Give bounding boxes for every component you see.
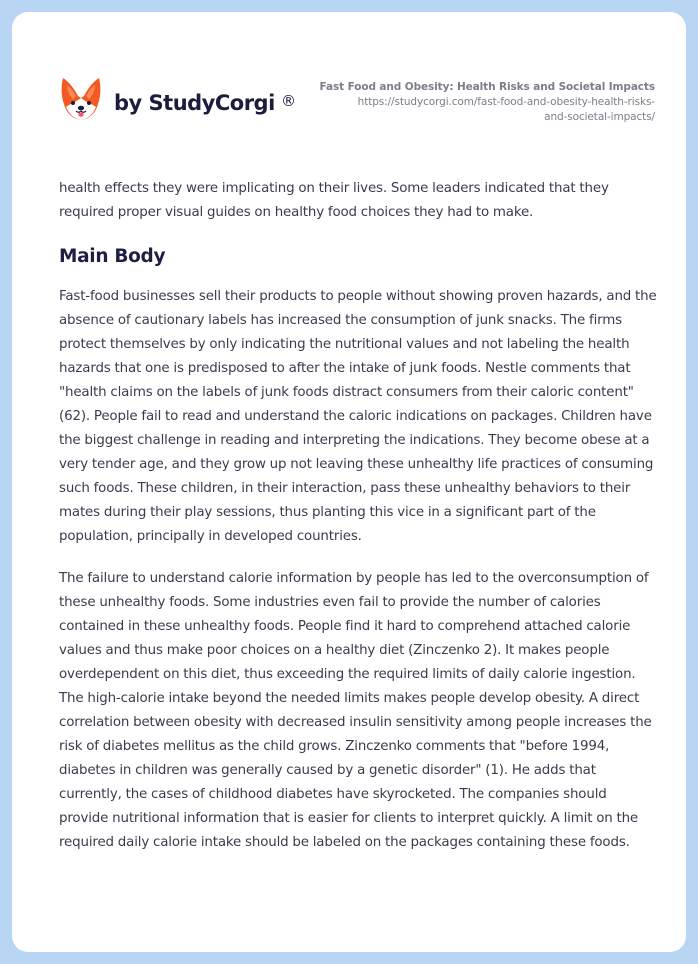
logo-text: by StudyCorgi (114, 91, 275, 115)
document-url-line-1[interactable]: https://studycorgi.com/fast-food-and-obesity-health-risks- (357, 96, 655, 108)
intro-paragraph: health effects they were implicating on their lives. Some leaders indicated that they required proper visual guides on healthy food choices they had to make. (59, 181, 609, 220)
section-heading: Main Body (59, 246, 166, 267)
document-header (12, 12, 686, 152)
document-url-line-2[interactable]: and-societal-impacts/ (544, 111, 655, 123)
document-title: Fast Food and Obesity: Health Risks and Societal Impacts (319, 81, 655, 93)
corgi-logo-icon (60, 76, 102, 122)
document-card (12, 12, 686, 952)
studycorgi-logo[interactable] (60, 76, 296, 122)
registered-mark: ® (281, 92, 296, 110)
document-body (59, 177, 659, 873)
document-meta (295, 80, 655, 125)
body-paragraph-1: Fast-food businesses sell their products to people without showing proven hazards, and the absence of cautionary labels has increased the consumption of junk snacks. The firms protect themselves by only indicating the nutritional values and not labeling the health hazards that one is predisposed to after the intake of junk foods. Nestle comments that "health claims on the labels of junk foods distract consumers from their caloric content" (62). People fail to read and understand the caloric indications on packages. Children have the biggest challenge in reading and interpreting the indications. They become obese at a very tender age, and they grow up not leaving these unhealthy life practices of consuming such foods. These children, in their interaction, pass these unhealthy behaviors to their mates during their play sessions, thus planting this vice in a significant part of the population, principally in developed countries. (59, 289, 657, 544)
body-paragraph-2: The failure to understand calorie information by people has led to the overconsumption of these unhealthy foods. Some industries even fail to provide the number of calories contained in these unhealthy foods. People find it hard to comprehend attached calorie values and thus make poor choices on a healthy diet (Zinczenko 2). It makes people overdependent on this diet, thus exceeding the required limits of daily calorie ingestion. The high-calorie intake beyond the needed limits makes people develop obesity. A direct correlation between obesity with decreased insulin sensitivity among people increases the risk of diabetes mellitus as the child grows. Zinczenko comments that "before 1994, diabetes in children was generally caused by a genetic disorder" (1). He adds that currently, the cases of childhood diabetes have skyrocketed. The companies should provide nutritional information that is easier for clients to interpret quickly. A limit on the required daily calorie intake should be labeled on the packages containing these foods. (59, 571, 652, 850)
